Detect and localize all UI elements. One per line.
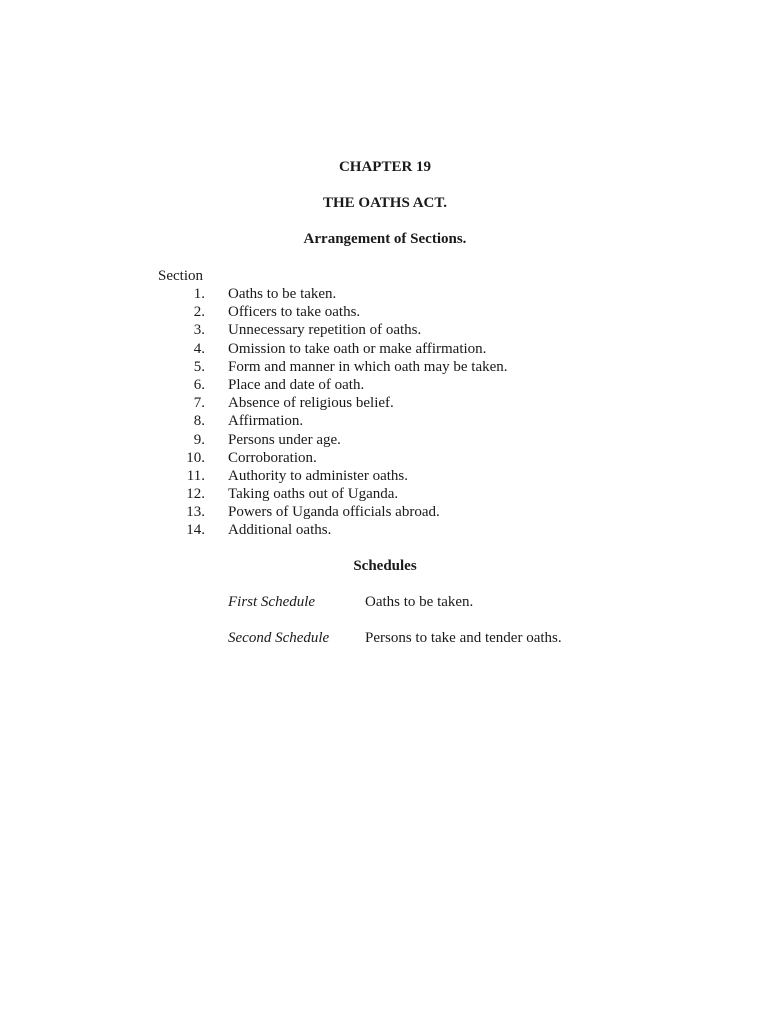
list-item (0, 449, 770, 467)
list-item (0, 340, 770, 358)
section-number: 13. (186, 504, 205, 521)
list-item (0, 431, 770, 449)
list-item (0, 285, 770, 303)
section-number: 10. (186, 449, 205, 466)
list-item (0, 303, 770, 321)
section-title: Unnecessary repetition of oaths. (228, 322, 422, 339)
schedule-description: Oaths to be taken. (365, 594, 474, 610)
section-title: Omission to take oath or make affirmation. (228, 340, 487, 357)
list-item (0, 467, 770, 485)
section-column-label: Section (158, 268, 203, 284)
list-item (0, 485, 770, 503)
section-title: Additional oaths. (228, 522, 332, 539)
section-number: 12. (186, 486, 205, 503)
list-item (0, 394, 770, 412)
section-number: 2. (193, 304, 205, 321)
section-number: 11. (186, 467, 205, 484)
section-number: 9. (193, 431, 205, 448)
section-number: 8. (193, 413, 205, 430)
section-title: Officers to take oaths. (228, 304, 361, 321)
section-title: Powers of Uganda officials abroad. (228, 504, 440, 521)
section-title: Affirmation. (228, 413, 304, 430)
list-item (0, 376, 770, 394)
list-item (0, 412, 770, 430)
schedule-row (0, 629, 770, 647)
schedules-heading: Schedules (353, 558, 417, 574)
section-title: Persons under age. (228, 431, 341, 448)
sections-list (0, 285, 770, 540)
chapter-heading: CHAPTER 19 (338, 159, 432, 175)
list-item (0, 503, 770, 521)
section-number: 1. (193, 286, 205, 302)
list-item (0, 321, 770, 339)
section-title: Form and manner in which oath may be taken. (228, 358, 508, 375)
section-number: 5. (193, 358, 205, 375)
section-number: 6. (193, 376, 205, 393)
section-number: 7. (193, 395, 205, 412)
schedule-name: First Schedule (228, 594, 316, 610)
section-number: 14. (186, 522, 205, 539)
section-number: 3. (193, 322, 205, 339)
section-title: Authority to administer oaths. (228, 467, 408, 484)
list-item (0, 358, 770, 376)
schedule-description: Persons to take and tender oaths. (365, 630, 562, 646)
act-title: THE OATHS ACT. (322, 195, 448, 211)
section-title: Place and date of oath. (228, 376, 365, 393)
arrangement-heading: Arrangement of Sections. (303, 231, 467, 247)
section-number: 4. (193, 340, 205, 357)
section-title: Absence of religious belief. (228, 395, 394, 412)
section-title: Oaths to be taken. (228, 286, 337, 302)
section-title: Corroboration. (228, 449, 317, 466)
schedule-row (0, 593, 770, 611)
schedule-name: Second Schedule (228, 630, 330, 646)
list-item (0, 521, 770, 539)
section-title: Taking oaths out of Uganda. (228, 486, 399, 503)
